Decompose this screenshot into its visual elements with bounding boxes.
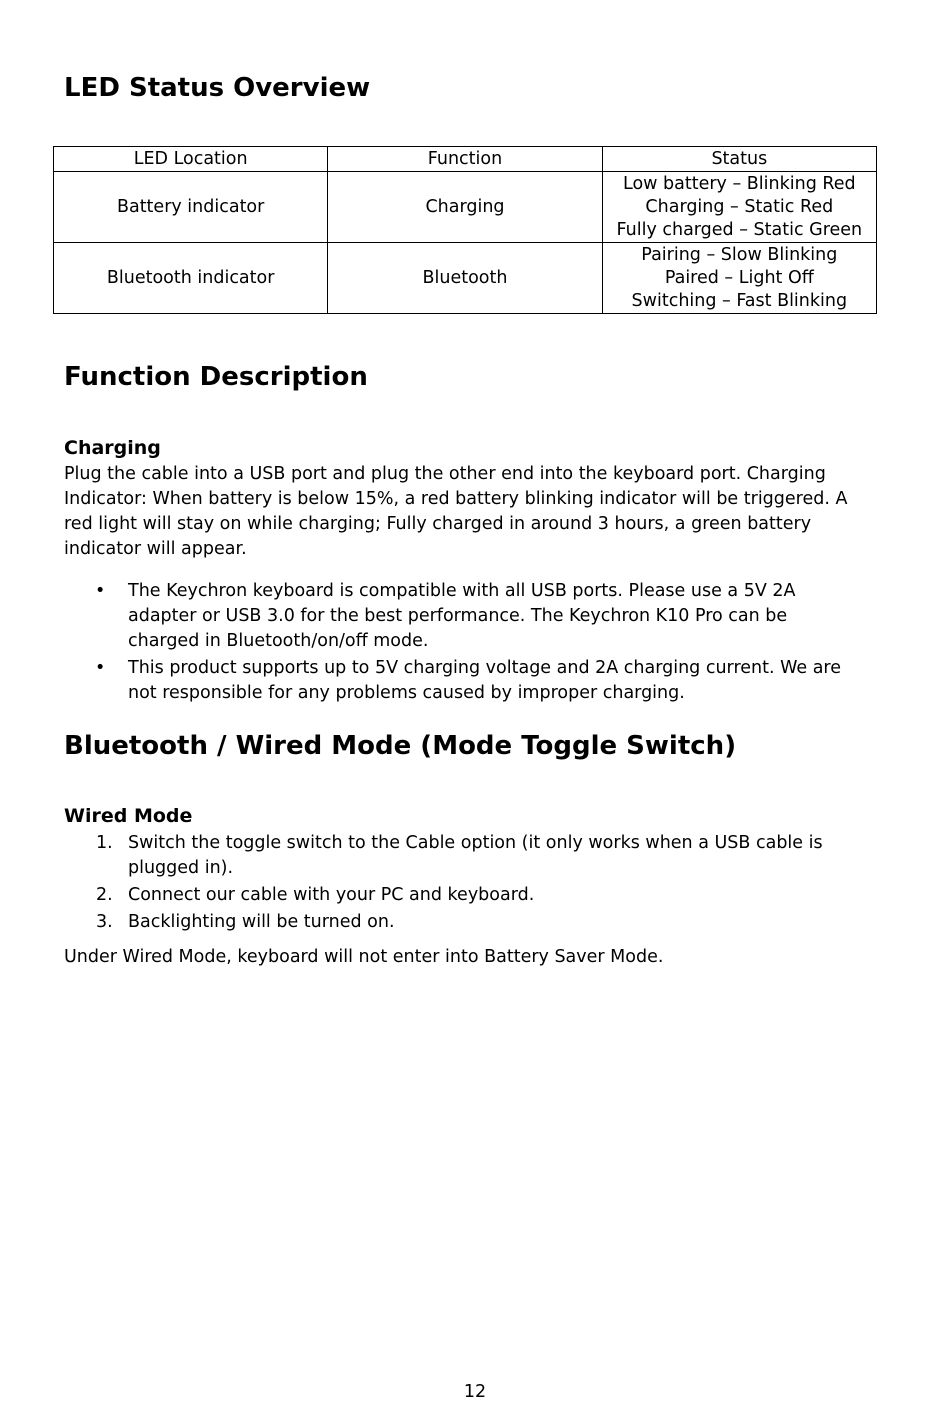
charging-bullet-list (64, 579, 864, 708)
page-number: 12 (463, 1382, 487, 1402)
bullet-icon: • (95, 581, 106, 601)
cell-led-location: Bluetooth indicator (54, 243, 328, 314)
status-line: Charging – Static Red (645, 196, 834, 217)
list-item (64, 910, 864, 935)
cell-function: Bluetooth (328, 243, 602, 314)
bluetooth-wired-heading: Bluetooth / Wired Mode (Mode Toggle Switch) (64, 731, 737, 761)
wired-mode-note: Under Wired Mode, keyboard will not enter into Battery Saver Mode. (64, 947, 664, 967)
wired-mode-steps (64, 831, 864, 937)
step-number: 3. (96, 912, 113, 932)
cell-status (602, 243, 876, 314)
bullet-icon: • (95, 658, 106, 678)
table-header-row (54, 147, 877, 172)
step-text: Switch the toggle switch to the Cable option (it only works when a USB cable is plugged in). (128, 833, 823, 878)
charging-subheading: Charging (64, 437, 161, 459)
list-item-text: The Keychron keyboard is compatible with all USB ports. Please use a 5V 2A adapter or USB 3.0 for the best performance. The Keychron K10 Pro can be charged in Bluetooth/on/off mode. (128, 581, 796, 651)
step-text: Connect our cable with your PC and keyboard. (128, 885, 535, 905)
list-item (64, 579, 864, 654)
list-item (64, 883, 864, 908)
column-header-function: Function (328, 147, 602, 172)
led-status-heading: LED Status Overview (64, 73, 371, 103)
status-line: Low battery – Blinking Red (623, 173, 856, 194)
cell-led-location: Battery indicator (54, 172, 328, 243)
status-line: Fully charged – Static Green (616, 219, 863, 240)
step-text: Backlighting will be turned on. (128, 912, 395, 932)
column-header-status: Status (602, 147, 876, 172)
column-header-led-location: LED Location (54, 147, 328, 172)
wired-mode-subheading: Wired Mode (64, 805, 193, 827)
status-line: Paired – Light Off (664, 267, 814, 288)
step-number: 2. (96, 885, 113, 905)
led-status-table (53, 146, 877, 314)
table-row (54, 172, 877, 243)
cell-function: Charging (328, 172, 602, 243)
step-number: 1. (96, 833, 113, 853)
list-item-text: This product supports up to 5V charging voltage and 2A charging current. We are not responsible for any problems caused by improper charging. (128, 658, 842, 703)
charging-paragraph: Plug the cable into a USB port and plug the other end into the keyboard port. Charging Indicator: When battery is below 15%, a red battery blinking indicator will be triggered. A red light will stay on while charging; Fully charged in around 3 hours, a green battery indicator will appear. (64, 464, 848, 559)
status-line: Switching – Fast Blinking (631, 290, 848, 311)
status-line: Pairing – Slow Blinking (641, 244, 838, 265)
function-description-heading: Function Description (64, 362, 368, 392)
list-item (64, 656, 864, 706)
table-row (54, 243, 877, 314)
list-item (64, 831, 864, 881)
cell-status (602, 172, 876, 243)
